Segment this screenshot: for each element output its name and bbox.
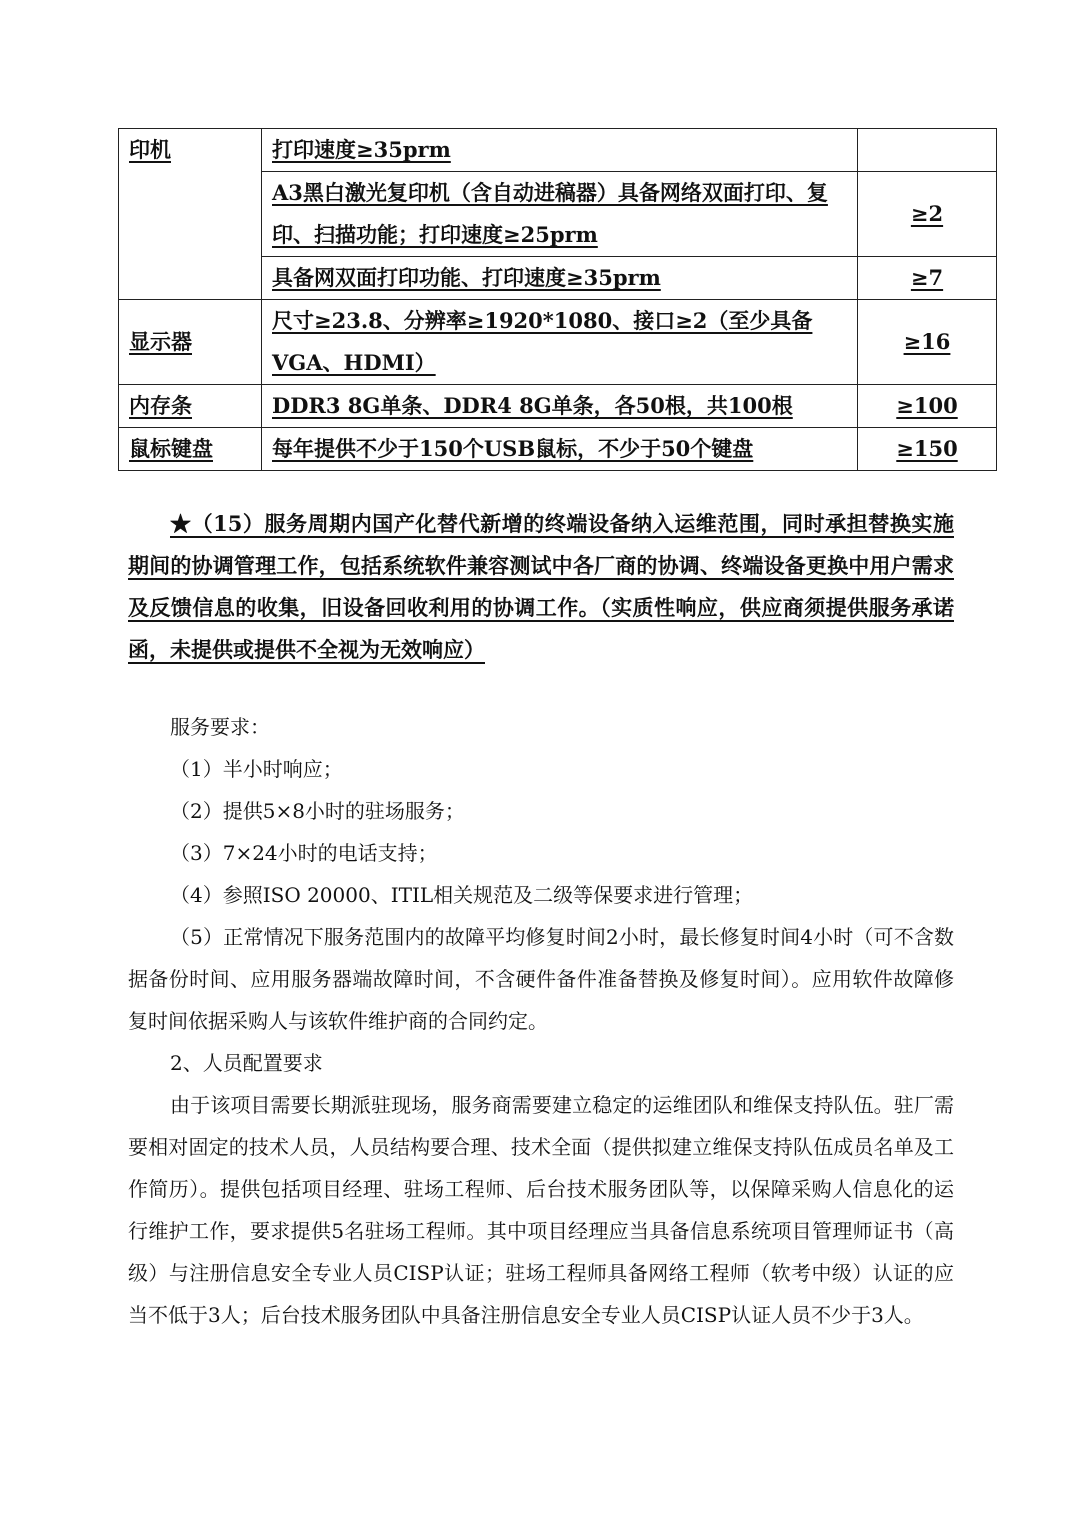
table-cell-spec [262, 172, 858, 257]
cell-text: ≥150 [896, 436, 958, 461]
table-cell-spec [262, 385, 858, 428]
cell-text: ≥100 [896, 393, 958, 418]
cell-text: 显示器 [129, 329, 192, 354]
table-cell-qty [858, 172, 997, 257]
table-cell-name [119, 300, 262, 385]
cell-text: 印机 [129, 137, 171, 162]
cell-text: 每年提供不少于150个USB鼠标，不少于50个键盘 [272, 436, 754, 461]
table-cell-spec [262, 300, 858, 385]
equipment-table [118, 128, 997, 471]
star-requirement-paragraph: ★（15）服务周期内国产化替代新增的终端设备纳入运维范围，同时承担替换实施期间的协调管理工作，包括系统软件兼容测试中各厂商的协调、终端设备更换中用户需求及反馈信息的收集，旧设备回收利用的协调工作。（实质性响应，供应商须提供服务承诺函，未提供或提供不全视为无效响应） [128, 511, 954, 662]
cell-text: 打印速度≥35prm [272, 137, 451, 162]
cell-text: ≥16 [903, 329, 951, 354]
table-row [119, 129, 997, 172]
table-cell-spec [262, 129, 858, 172]
staff-paragraph: 由于该项目需要长期派驻现场，服务商需要建立稳定的运维团队和维保支持队伍。驻厂需要相对固定的技术人员，人员结构要合理、技术全面（提供拟建立维保支持队伍成员名单及工作简历）。提供包括项目经理、驻场工程师、后台技术服务团队等，以保障采购人信息化的运行维护工作，要求提供5名驻场工程师。其中项目经理应当具备信息系统项目管理师证书（高级）与注册信息安全专业人员CISP认证；驻场工程师具备网络工程师（软考中级）认证的应当不低于3人；后台技术服务团队中具备注册信息安全专业人员CISP认证人员不少于3人。 [128, 1093, 954, 1327]
cell-text: DDR3 8G单条、DDR4 8G单条，各50根，共100根 [272, 393, 793, 418]
table-cell-spec [262, 428, 858, 471]
service-item: （2）提供5×8小时的驻场服务； [170, 799, 465, 823]
cell-text: 尺寸≥23.8、分辨率≥1920*1080、接口≥2（至少具备VGA、HDMI） [272, 308, 813, 375]
table-cell-qty [858, 385, 997, 428]
table-row [119, 428, 997, 471]
table-row [119, 385, 997, 428]
cell-text: 鼠标键盘 [129, 436, 213, 461]
service-heading: 服务要求： [170, 715, 270, 739]
service-item: （1）半小时响应； [170, 757, 343, 781]
service-item: （5）正常情况下服务范围内的故障平均修复时间2小时，最长修复时间4小时（可不含数据备份时间、应用服务器端故障时间，不含硬件备件准备替换及修复时间）。应用软件故障修复时间依据采购人与该软件维护商的合同约定。 [128, 925, 954, 1033]
table-cell-qty [858, 428, 997, 471]
table-cell-name [119, 385, 262, 428]
table-cell-name [119, 428, 262, 471]
table-cell-name [119, 129, 262, 300]
table-row [119, 300, 997, 385]
table-cell-qty [858, 300, 997, 385]
cell-text: A3黑白激光复印机（含自动进稿器）具备网络双面打印、复印、扫描功能；打印速度≥25prm [272, 180, 828, 247]
table-cell-qty [858, 257, 997, 300]
service-item: （3）7×24小时的电话支持； [170, 841, 438, 865]
cell-text: ≥7 [910, 265, 944, 290]
section-heading: 2、人员配置要求 [170, 1051, 323, 1075]
table-cell-qty [858, 129, 997, 172]
cell-text: ≥2 [910, 201, 944, 226]
cell-text: 内存条 [129, 393, 192, 418]
table-cell-spec [262, 257, 858, 300]
service-item: （4）参照ISO 20000、ITIL相关规范及二级等保要求进行管理； [170, 883, 754, 907]
cell-text: 具备网双面打印功能、打印速度≥35prm [272, 265, 661, 290]
